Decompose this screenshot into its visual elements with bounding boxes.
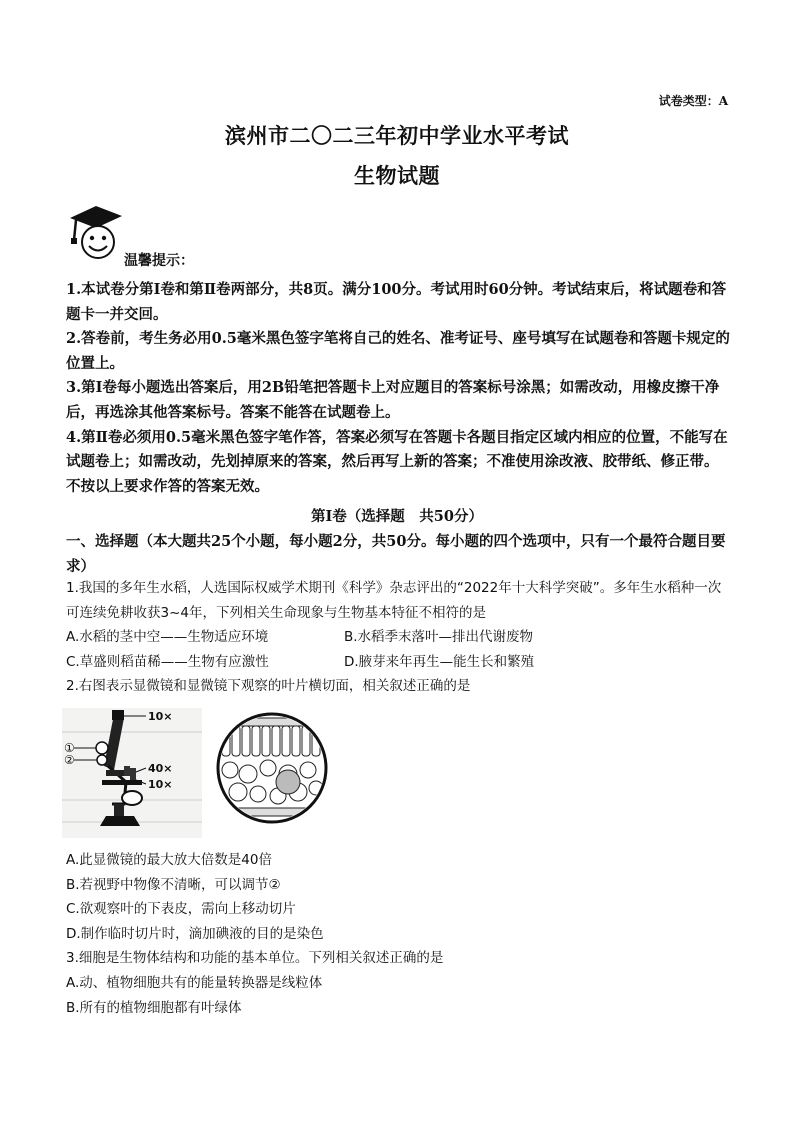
exam-title: 滨州市二〇二三年初中学业水平考试	[225, 123, 569, 148]
knob-2-label: ②	[64, 753, 75, 767]
exam-subtitle: 生物试题	[354, 163, 440, 188]
smiley-graduate-icon	[66, 200, 126, 266]
knob-1-label: ①	[64, 741, 75, 755]
option-a: A.动、植物细胞共有的能量转换器是线粒体	[66, 974, 323, 991]
option-b: B.若视野中物像不清晰，可以调节②	[66, 876, 281, 893]
paper-type-label: 试卷类型：A	[658, 94, 728, 108]
eyepiece-label: 10×	[148, 710, 173, 723]
leaf-cross-section-figure	[216, 712, 328, 824]
option-b: B.所有的植物细胞都有叶绿体	[66, 999, 242, 1016]
objective-10-label: 10×	[148, 778, 173, 791]
notice-item: 4.第Ⅱ卷必须用0.5毫米黑色签字笔作答，答案必须写在答题卡各题目指定区域内相应的位置，不能写在试题卷上；如需改动，先划掉原来的答案，然后再写上新的答案；不准使用涂改液、胶带纸、修正带。不按以上要求作答的答案无效。	[66, 428, 728, 495]
notice-list	[66, 278, 732, 499]
notice-item: 2.答卷前，考生务必用0.5毫米黑色签字笔将自己的姓名、准考证号、座号填写在试题卷和答题卡规定的位置上。	[66, 330, 730, 372]
microscope-figure	[62, 708, 202, 838]
section-heading: 一、选择题（本大题共25个小题，每小题2分，共50分。每小题的四个选项中，只有一个最符合题目要求）	[66, 533, 726, 575]
question-stem: 1.我国的多年生水稻，人选国际权威学术期刊《科学》杂志评出的“2022年十大科学突破”。多年生水稻种一次可连续免耕收获3~4年，下列相关生命现象与生物基本特征不相符的是	[66, 580, 722, 621]
part-title: 第Ⅰ卷（选择题 共50分）	[311, 508, 483, 525]
tip-label: 温馨提示：	[124, 253, 194, 269]
tip-block	[66, 200, 206, 269]
option-a: A.此显微镜的最大放大倍数是40倍	[66, 852, 272, 868]
option-b: B.水稻季末落叶—排出代谢废物	[344, 629, 534, 646]
option-row	[66, 650, 732, 675]
objective-40-label: 40×	[148, 762, 173, 775]
option-a: A.水稻的茎中空——生物适应环境	[66, 629, 269, 646]
option-d: D.腋芽来年再生—能生长和繁殖	[344, 653, 535, 670]
option-c: C.欲观察叶的下表皮，需向上移动切片	[66, 901, 296, 918]
notice-item: 1.本试卷分第Ⅰ卷和第Ⅱ卷两部分，共8页。满分100分。考试用时60分钟。考试结束后，将试题卷和答题卡一并交回。	[66, 281, 727, 323]
option-row	[66, 625, 732, 650]
notice-item: 3.第Ⅰ卷每小题选出答案后，用2B铅笔把答题卡上对应题目的答案标号涂黑；如需改动，用橡皮擦干净后，再选涂其他答案标号。答案不能答在试题卷上。	[66, 379, 720, 421]
option-d: D.制作临时切片时，滴加碘液的目的是染色	[66, 925, 324, 942]
question-1	[66, 576, 732, 699]
question-stem: 2.右图表示显微镜和显微镜下观察的叶片横切面，相关叙述正确的是	[66, 678, 471, 695]
option-c: C.草盛则稻苗稀——生物有应激性	[66, 653, 269, 670]
question-2-options	[66, 848, 732, 1020]
question-stem: 3.细胞是生物体结构和功能的基本单位。下列相关叙述正确的是	[66, 950, 444, 967]
